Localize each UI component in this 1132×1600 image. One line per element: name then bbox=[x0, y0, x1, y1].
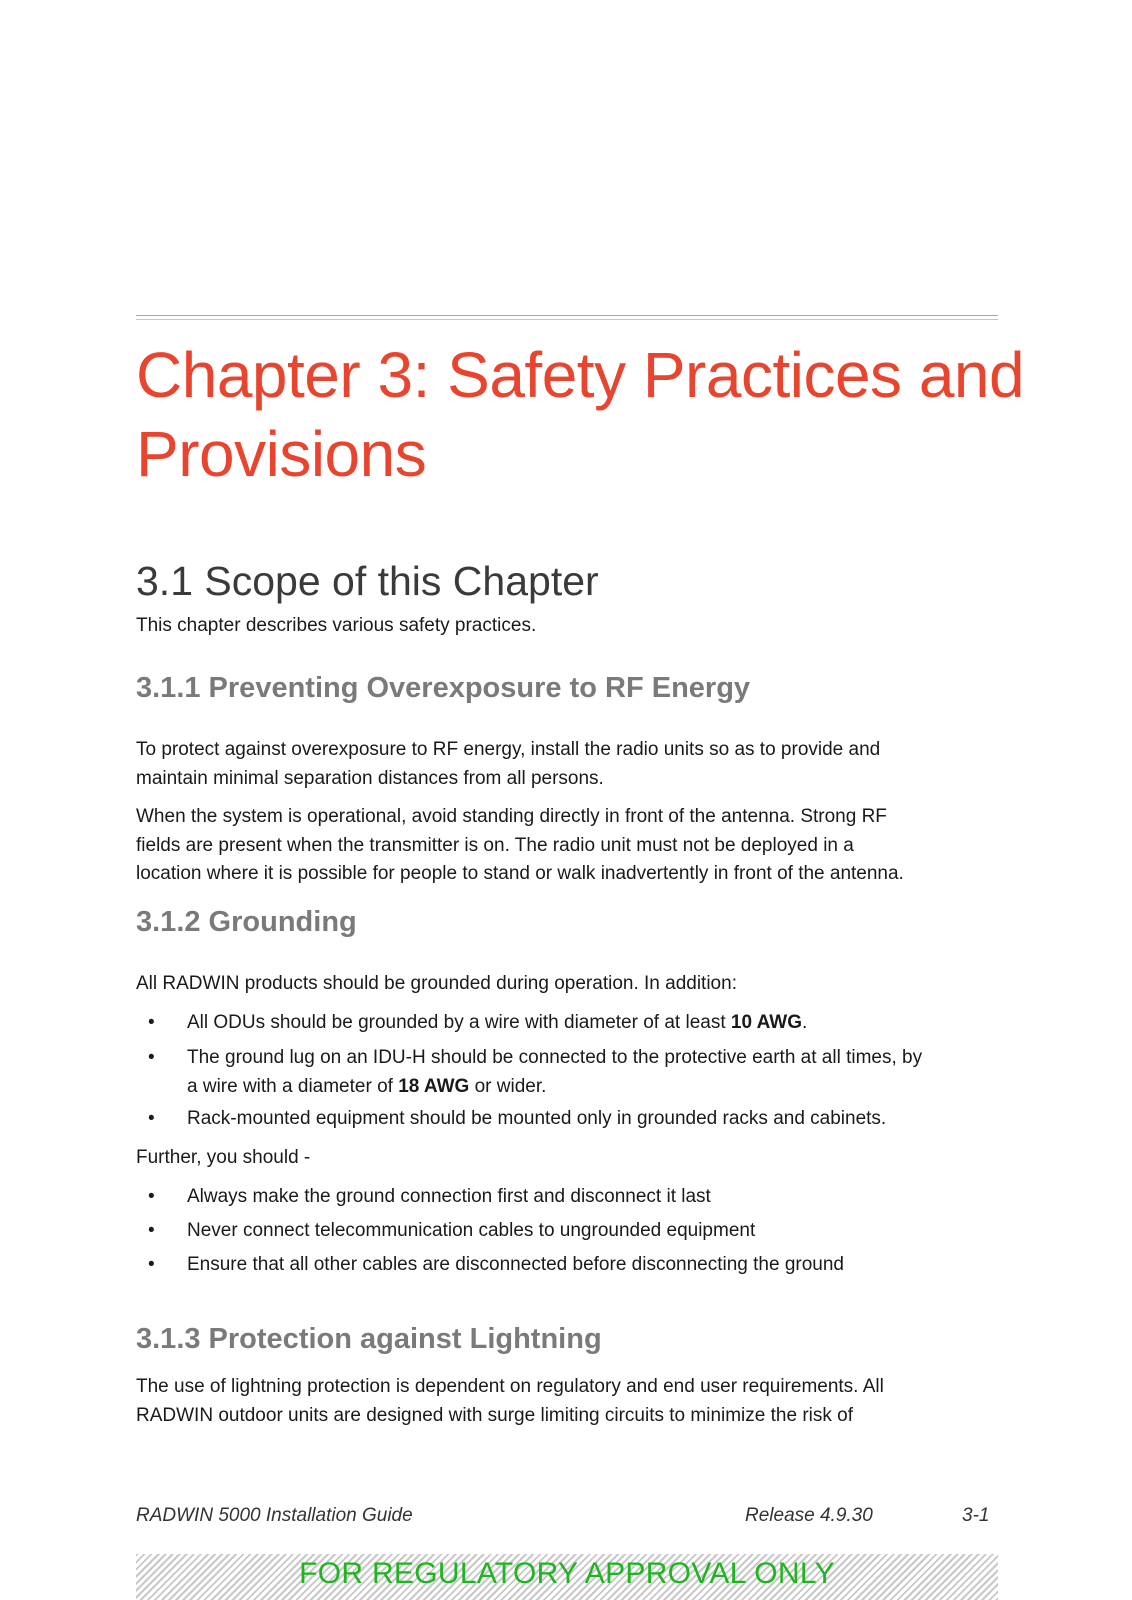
chapter-rule bbox=[136, 315, 998, 320]
list-item bbox=[136, 1105, 1006, 1134]
bullet-icon: • bbox=[148, 1220, 155, 1241]
rf-paragraph-2-line3: location where it is possible for people to stand or walk inadvertently in front of the antenna. bbox=[136, 863, 904, 884]
awg-10-bold: 10 AWG bbox=[730, 1012, 802, 1033]
footer-page-number: 3-1 bbox=[962, 1505, 990, 1526]
further-bullet-3: Ensure that all other cables are disconnected before disconnecting the ground bbox=[187, 1254, 844, 1275]
bullet-icon: • bbox=[148, 1254, 155, 1275]
section-heading-3-1-1: 3.1.1 Preventing Overexposure to RF Energy bbox=[136, 672, 751, 704]
chapter-title bbox=[136, 336, 1036, 494]
bullet-icon: • bbox=[148, 1108, 155, 1129]
rf-paragraph-1 bbox=[136, 736, 1006, 793]
rf-paragraph-1-line2: maintain minimal separation distances from all persons. bbox=[136, 767, 604, 789]
list-item bbox=[136, 1009, 1006, 1038]
bullet-icon: • bbox=[148, 1012, 155, 1033]
further-bullet-2: Never connect telecommunication cables to ungrounded equipment bbox=[187, 1220, 756, 1241]
footer-guide-title: RADWIN 5000 Installation Guide bbox=[136, 1505, 413, 1526]
list-item bbox=[136, 1217, 1006, 1246]
grounding-bullet-1: All ODUs should be grounded by a wire with diameter of at least 10 AWG. bbox=[187, 1012, 808, 1033]
grounding-bullet-3: Rack-mounted equipment should be mounted only in grounded racks and cabinets. bbox=[187, 1108, 887, 1129]
section-3-1-intro: This chapter describes various safety practices. bbox=[136, 615, 537, 636]
chapter-title-line1: Chapter 3: Safety Practices and bbox=[136, 339, 1025, 411]
awg-18-bold: 18 AWG bbox=[398, 1075, 470, 1097]
section-heading-3-1: 3.1 Scope of this Chapter bbox=[136, 558, 599, 604]
rf-paragraph-2 bbox=[136, 803, 1006, 889]
lightning-paragraph-line1: The use of lightning protection is dependent on regulatory and end user requirements. All bbox=[136, 1376, 884, 1397]
lightning-paragraph bbox=[136, 1373, 1006, 1430]
chapter-title-line2: Provisions bbox=[136, 418, 427, 490]
section-heading-3-1-2: 3.1.2 Grounding bbox=[136, 906, 357, 938]
grounding-intro: All RADWIN products should be grounded during operation. In addition: bbox=[136, 973, 737, 994]
rf-paragraph-2-line1: When the system is operational, avoid standing directly in front of the antenna. Strong RF bbox=[136, 806, 887, 827]
grounding-bullet-2: The ground lug on an IDU-H should be connected to the protective earth at all times, by a wire with a diameter of 18 AWG or wider. bbox=[187, 1047, 923, 1097]
rf-paragraph-1-line1: To protect against overexposure to RF energy, install the radio units so as to provide and bbox=[136, 739, 881, 760]
bullet-icon: • bbox=[148, 1186, 155, 1207]
list-item bbox=[136, 1183, 1006, 1212]
further-text: Further, you should - bbox=[136, 1147, 311, 1168]
further-bullet-1: Always make the ground connection first and disconnect it last bbox=[187, 1186, 711, 1207]
footer-release: Release 4.9.30 bbox=[745, 1505, 873, 1526]
regulatory-banner bbox=[136, 1554, 998, 1600]
lightning-paragraph-line2: RADWIN outdoor units are designed with surge limiting circuits to minimize the risk of bbox=[136, 1404, 853, 1426]
regulatory-banner-text: FOR REGULATORY APPROVAL ONLY bbox=[299, 1557, 835, 1590]
section-heading-3-1-3: 3.1.3 Protection against Lightning bbox=[136, 1323, 602, 1355]
bullet-icon: • bbox=[148, 1047, 155, 1068]
rf-paragraph-2-line2: fields are present when the transmitter is on. The radio unit must not be deployed in a bbox=[136, 834, 854, 856]
list-item bbox=[136, 1251, 1006, 1280]
list-item bbox=[136, 1044, 1006, 1101]
